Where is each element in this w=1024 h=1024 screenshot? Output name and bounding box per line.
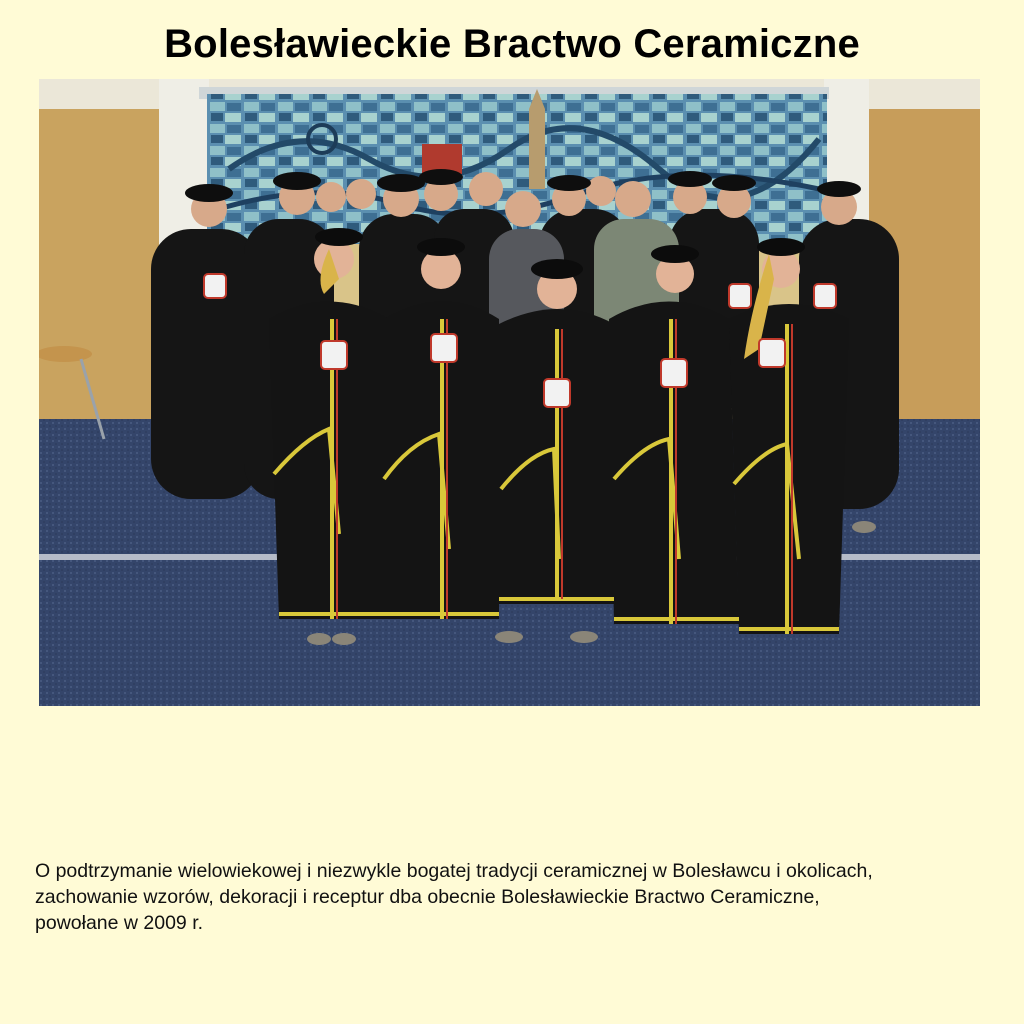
page-title: Bolesławieckie Bractwo Ceramiczne bbox=[164, 22, 860, 66]
group-photo bbox=[39, 79, 980, 706]
caption bbox=[35, 858, 1020, 936]
caption-line: O podtrzymanie wielowiekowej i niezwykle bogatej tradycji ceramicznej w Bolesławcu i okolicach, bbox=[35, 860, 873, 882]
caption-line: zachowanie wzorów, dekoracji i receptur dba obecnie Bolesławieckie Bractwo Ceramiczne, bbox=[35, 886, 820, 908]
caption-line: powołane w 2009 r. bbox=[35, 912, 204, 934]
